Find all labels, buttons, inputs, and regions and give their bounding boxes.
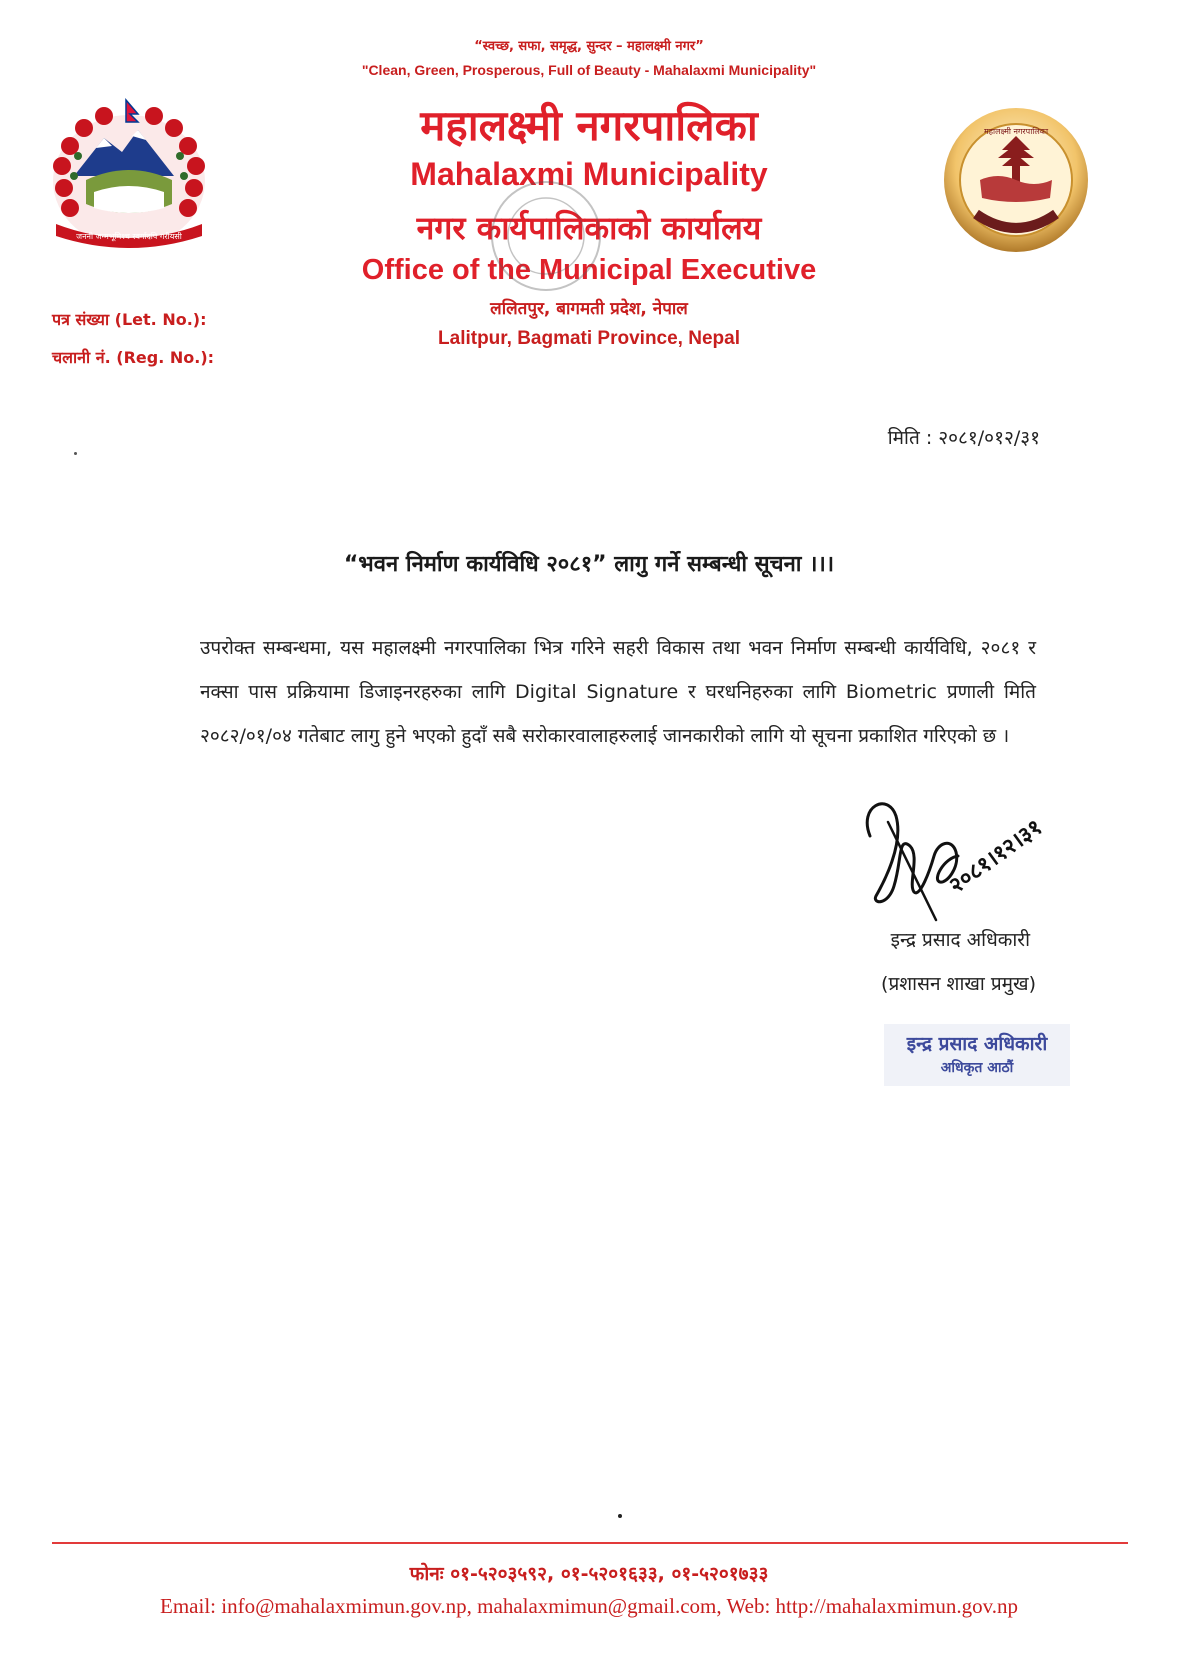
signatory-name: इन्द्र प्रसाद अधिकारी: [890, 929, 1030, 951]
municipality-name-english: Mahalaxmi Municipality: [410, 156, 768, 192]
office-name-english: Office of the Municipal Executive: [361, 254, 817, 286]
registration-number-label: चलानी नं. (Reg. No.):: [52, 348, 215, 367]
municipality-name-nepali: महालक्ष्मी नगरपालिका: [420, 101, 758, 150]
page-speck: [74, 452, 77, 455]
stamp-title: अधिकृत आठौं: [940, 1060, 1014, 1076]
page-speck: [618, 1514, 622, 1518]
notice-subject: “भवन निर्माण कार्यविधि २०८१” लागु गर्ने सम्बन्धी सूचना ।।।: [343, 552, 835, 577]
seal-name-text: महालक्ष्मी नगरपालिका: [983, 127, 1049, 136]
office-name-nepali: नगर कार्यपालिकाको कार्यालय: [416, 209, 762, 247]
motto-nepali: “स्वच्छ, सफा, समृद्ध, सुन्दर – महालक्ष्मी नगर”: [474, 39, 704, 54]
footer-email-web: Email: info@mahalaxmimun.gov.np, mahalaxmimun@gmail.com, Web: http://mahalaxmimun.gov.np: [160, 1594, 1018, 1618]
stamp-name: इन्द्र प्रसाद अधिकारी: [906, 1033, 1048, 1055]
motto-english: "Clean, Green, Prosperous, Full of Beauty - Mahalaxmi Municipality": [361, 62, 817, 78]
letter-date: मिति : २०८१/०१२/३१: [887, 427, 1040, 449]
footer-phone: फोनः ०१-५२०३५९२, ०१-५२०१६३३, ०१-५२०१७३३: [409, 1563, 769, 1585]
handwritten-signature: [848, 786, 1068, 926]
office-seal-stamp-mark: [486, 176, 606, 296]
address-english: Lalitpur, Bagmati Province, Nepal: [438, 328, 740, 349]
letter-number-label: पत्र संख्या (Let. No.):: [52, 310, 207, 329]
address-nepali: ललितपुर, बागमती प्रदेश, नेपाल: [490, 299, 688, 319]
signature-date-text: २०८१।१२।३१: [944, 815, 1048, 899]
signatory-title: (प्रशासन शाखा प्रमुख): [881, 973, 1036, 995]
emblem-motto-text: जननी जन्मभूमिश्च स्वर्गादपि गरीयसी: [76, 232, 182, 241]
footer-divider: [52, 1542, 1128, 1544]
notice-body: उपरोक्त सम्बन्धमा, यस महालक्ष्मी नगरपालिका भित्र गरिने सहरी विकास तथा भवन निर्माण सम्बन्धी कार्यविधि, २०८१ र नक्सा पास प्रक्रियामा डिजाइनरहरुका लागि Digital Signature र घरधनिहरुका लागि Biometric प्रणाली मिति २०८२/०१/०४ गतेबाट लागु हुने भएको हुदाँ सबै सरोकारवालाहरुलाई जानकारीको लागि यो सूचना प्रकाशित गरिएको छ ।: [200, 637, 1036, 747]
